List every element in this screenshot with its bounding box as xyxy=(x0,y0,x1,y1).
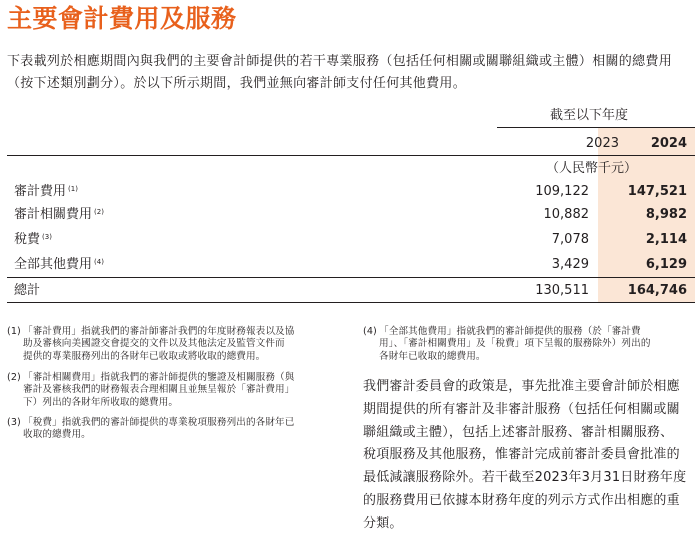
total-2024: 164,746 xyxy=(627,283,687,298)
unit-label: （人民幣千元） xyxy=(546,161,638,176)
intro-line: 下表載列於相應期間內與我們的主要會計師提供的若干專業服務（包括任何相關或關聯組織或主體）相關的總費用 xyxy=(7,54,673,69)
row-label: 審計相關費用 $^{(2)}$ xyxy=(14,207,104,222)
total-label: 總計 xyxy=(14,283,41,298)
total-rule-bottom xyxy=(7,302,695,303)
footnote-3: (3) 「稅費」指就我們的審計師提供的專業稅項服務列出的各財年已 收取的總費用。 xyxy=(7,417,295,441)
fees-table xyxy=(7,103,695,303)
row-label: 稅費 $^{(3)}$ xyxy=(14,232,52,247)
footnote-1: (1) 「審計費用」指就我們的審計師審計我們的年度財務報表以及協 助及審核向美國證交會提交的文件以及其他法定及監管文件而 提供的專業服務列出的各財年已收取或將收取的總費用。 xyxy=(7,326,295,362)
total-rule-top xyxy=(7,277,695,278)
audit-committee-policy: 我們審計委員會的政策是，事先批准主要會計師於相應 期間提供的所有審計及非審計服務（包括任何相關或關 聯組織或主體），包括上述審計服務、審計相關服務、 稅項服務及其他服務，惟審計完成前審計委員會批准的 最低減讓服務除外。若干截至2023年3月31日財務年度 的服務費用已依據本財務年度的列示方式作出相應的重 分類。 xyxy=(363,379,687,531)
year-2024-header: 2024 xyxy=(650,136,687,151)
header-rule xyxy=(497,127,695,128)
year-2023-header: 2023 xyxy=(585,136,619,151)
value-2023: 7,078 xyxy=(551,232,589,247)
year-rule xyxy=(7,155,695,156)
value-2024: 2,114 xyxy=(645,232,687,247)
intro-line: （按下述類別劃分）。於以下所示期間，我們並無向審計師支付任何其他費用。 xyxy=(7,76,467,91)
row-label: 審計費用 $^{(1)}$ xyxy=(14,184,78,199)
intro-paragraph xyxy=(7,51,695,95)
total-2023: 130,511 xyxy=(535,283,589,298)
footnote-4: (4) 「全部其他費用」指就我們的審計師提供的服務（於「審計費 用」、「審計相關費用」及「稅費」項下呈報的服務除外）列出的 各財年已收取的總費用。 xyxy=(363,326,651,362)
value-2023: 3,429 xyxy=(551,257,589,272)
value-2024: 6,129 xyxy=(645,257,687,272)
row-label: 全部其他費用 $^{(4)}$ xyxy=(14,257,104,272)
value-2024: 147,521 xyxy=(627,184,687,199)
value-2024: 8,982 xyxy=(645,207,687,222)
page-title: 主要會計費用及服務 xyxy=(7,4,237,33)
footnote-2: (2) 「審計相關費用」指就我們的審計師提供的鑒證及相關服務（與 審計及審核我們的財務報表合理相關且並無呈報於「審計費用」 下）列出的各財年所收取的總費用。 xyxy=(7,372,295,408)
period-header: 截至以下年度 xyxy=(550,108,629,123)
value-2023: 109,122 xyxy=(535,184,589,199)
value-2023: 10,882 xyxy=(543,207,589,222)
